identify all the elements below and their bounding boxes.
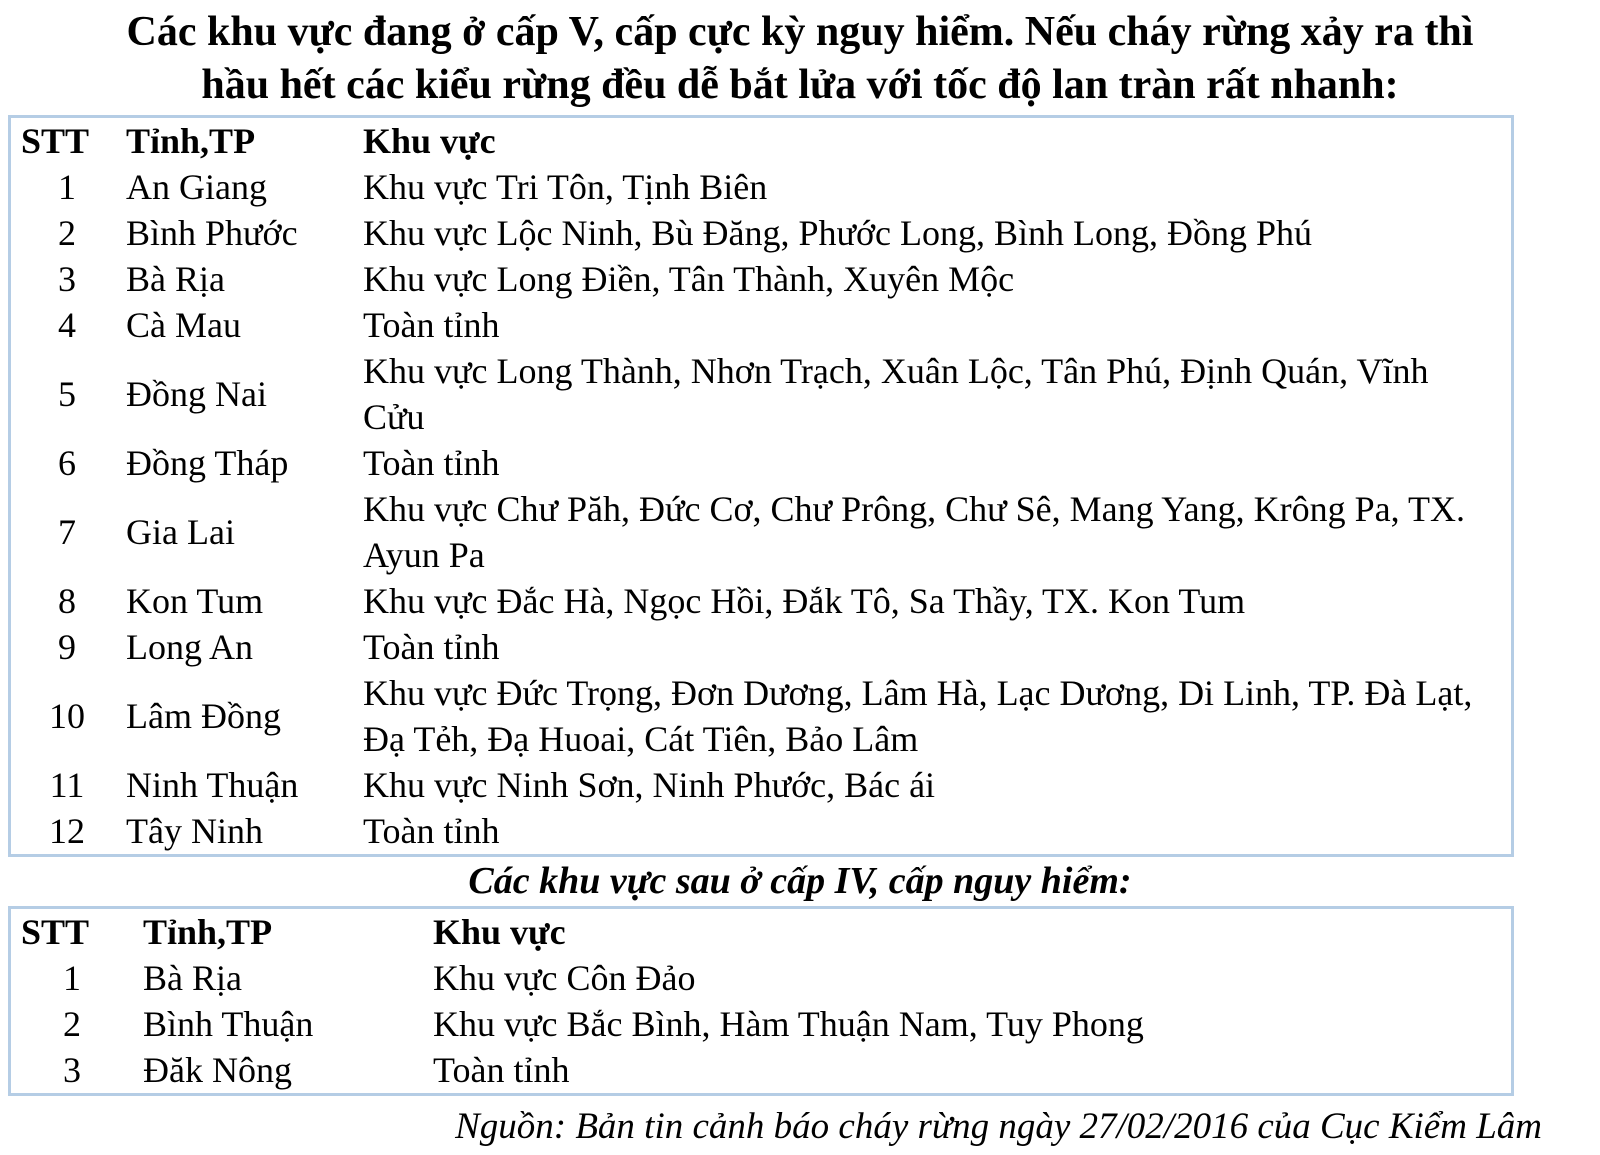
page-title-line2: hầu hết các kiểu rừng đều dễ bắt lửa với tốc độ lan tràn rất nhanh: — [201, 62, 1399, 108]
fire-level4-table — [8, 906, 1514, 1096]
stt-cell: 1 — [63, 958, 81, 998]
province-cell: Kon Tum — [126, 581, 264, 621]
table-row — [11, 1047, 1511, 1093]
province-cell: Bà Rịa — [126, 259, 225, 299]
area-cell: Khu vực Long Thành, Nhơn Trạch, Xuân Lộc, Tân Phú, Định Quán, Vĩnh Cửu — [363, 351, 1429, 437]
table-row — [11, 1001, 1511, 1047]
area-cell: Khu vực Tri Tôn, Tịnh Biên — [363, 167, 768, 207]
table-row — [11, 486, 1511, 578]
table-row — [11, 348, 1511, 440]
table-row — [11, 164, 1511, 210]
stt-cell: 1 — [58, 167, 76, 207]
province-cell: Đăk Nông — [143, 1050, 292, 1090]
province-cell: Bình Phước — [126, 213, 298, 253]
column-header-stt: STT — [21, 121, 90, 161]
area-cell: Toàn tỉnh — [363, 811, 500, 851]
table-row — [11, 808, 1511, 854]
stt-cell: 11 — [49, 765, 85, 805]
section-heading-level4: Các khu vực sau ở cấp IV, cấp nguy hiểm: — [468, 860, 1132, 902]
table-header-row — [11, 909, 1511, 955]
stt-cell: 2 — [58, 213, 76, 253]
province-cell: Bình Thuận — [143, 1004, 314, 1044]
province-cell: Bà Rịa — [143, 958, 242, 998]
table-row — [11, 302, 1511, 348]
column-header-area: Khu vực — [433, 912, 566, 952]
table-row — [11, 955, 1511, 1001]
table-body-level4 — [11, 955, 1511, 1093]
stt-cell: 3 — [58, 259, 76, 299]
area-cell: Khu vực Đức Trọng, Đơn Dương, Lâm Hà, Lạc Dương, Di Linh, TP. Đà Lạt, Đạ Tẻh, Đạ Huoai, Cát Tiên, Bảo Lâm — [363, 673, 1473, 759]
stt-cell: 6 — [58, 443, 76, 483]
area-cell: Khu vực Ninh Sơn, Ninh Phước, Bác ái — [363, 765, 936, 805]
province-cell: Long An — [126, 627, 254, 667]
area-cell: Toàn tỉnh — [433, 1050, 570, 1090]
table-row — [11, 210, 1511, 256]
area-cell: Khu vực Bắc Bình, Hàm Thuận Nam, Tuy Phong — [433, 1004, 1144, 1044]
table-header-row — [11, 118, 1511, 164]
stt-cell: 8 — [58, 581, 76, 621]
table-row — [11, 256, 1511, 302]
area-cell: Toàn tỉnh — [363, 627, 500, 667]
page-title-line1: Các khu vực đang ở cấp V, cấp cực kỳ nguy hiểm. Nếu cháy rừng xảy ra thì — [126, 9, 1474, 55]
table-row — [11, 624, 1511, 670]
area-cell: Toàn tỉnh — [363, 305, 500, 345]
column-header-area: Khu vực — [363, 121, 496, 161]
fire-level5-table — [8, 115, 1514, 857]
province-cell: Đồng Nai — [126, 374, 267, 414]
column-header-province: Tỉnh,TP — [126, 121, 256, 161]
column-header-province: Tỉnh,TP — [143, 912, 273, 952]
area-cell: Khu vực Lộc Ninh, Bù Đăng, Phước Long, Bình Long, Đồng Phú — [363, 213, 1313, 253]
province-cell: Đồng Tháp — [126, 443, 289, 483]
stt-cell: 5 — [58, 374, 76, 414]
stt-cell: 2 — [63, 1004, 81, 1044]
area-cell: Khu vực Chư Păh, Đức Cơ, Chư Prông, Chư Sê, Mang Yang, Krông Pa, TX. Ayun Pa — [363, 489, 1465, 575]
column-header-stt: STT — [21, 912, 90, 952]
table-row — [11, 578, 1511, 624]
area-cell: Khu vực Đắc Hà, Ngọc Hồi, Đắk Tô, Sa Thầy, TX. Kon Tum — [363, 581, 1246, 621]
stt-cell: 12 — [49, 811, 85, 851]
province-cell: Cà Mau — [126, 305, 241, 345]
province-cell: Gia Lai — [126, 512, 235, 552]
stt-cell: 10 — [49, 696, 85, 736]
province-cell: Tây Ninh — [126, 811, 263, 851]
page-title — [0, 0, 1600, 112]
table-row — [11, 670, 1511, 762]
table-body-level5 — [11, 164, 1511, 854]
table-row — [11, 762, 1511, 808]
stt-cell: 7 — [58, 512, 76, 552]
stt-cell: 9 — [58, 627, 76, 667]
province-cell: Lâm Đồng — [126, 696, 281, 736]
stt-cell: 4 — [58, 305, 76, 345]
area-cell: Toàn tỉnh — [363, 443, 500, 483]
area-cell: Khu vực Côn Đảo — [433, 958, 696, 998]
source-note: Nguồn: Bản tin cảnh báo cháy rừng ngày 27/02/2016 của Cục Kiểm Lâm — [455, 1106, 1542, 1147]
province-cell: Ninh Thuận — [126, 765, 299, 805]
table-row — [11, 440, 1511, 486]
area-cell: Khu vực Long Điền, Tân Thành, Xuyên Mộc — [363, 259, 1015, 299]
province-cell: An Giang — [126, 167, 267, 207]
stt-cell: 3 — [63, 1050, 81, 1090]
